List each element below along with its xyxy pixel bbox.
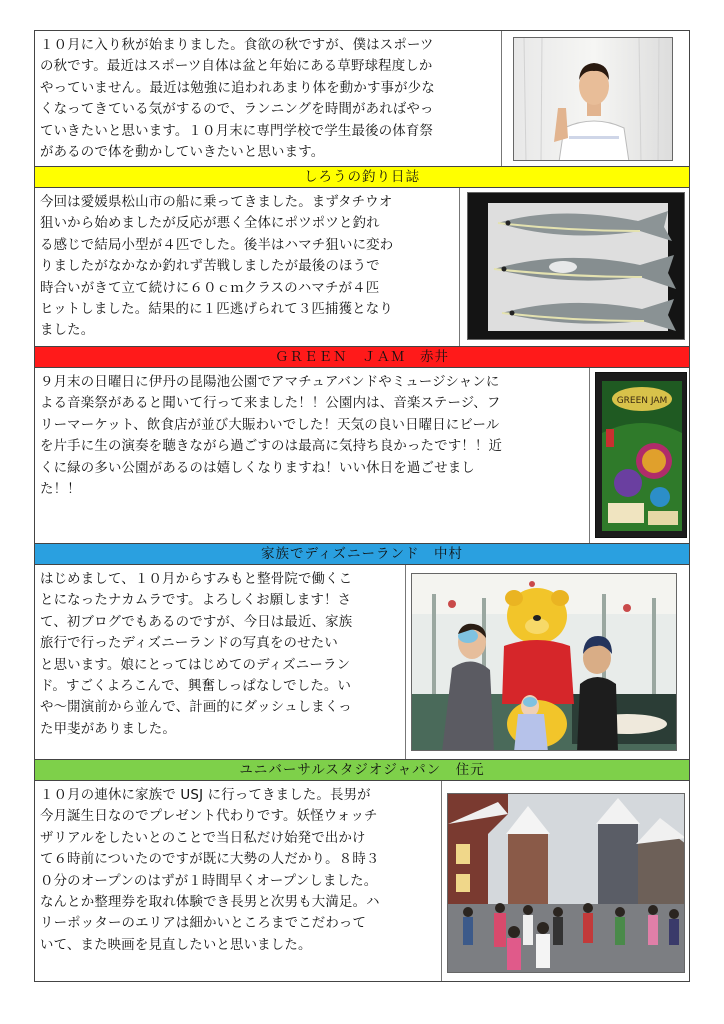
section-title-disney: 家族でディズニーランド 中村 [35, 543, 689, 565]
section-title-green-jam: ＧＲＥＥＮ ＪＡＭ 赤井 [35, 346, 689, 368]
usj-photo [447, 793, 685, 973]
section-title-fishing: しろうの釣り日誌 [35, 166, 689, 188]
section-disney [35, 565, 689, 759]
festival-poster [595, 372, 687, 538]
newsletter-page [34, 30, 690, 982]
disney-photo [411, 573, 677, 751]
poster-heading: GREEN JAM [616, 396, 668, 406]
section-body: はじめまして、１０月からすみもと整骨院で働くこ とになったナカムラです。よろしくお願します！さ て、初ブログでもあるのですが、今日は最近、家族 旅行で行ったディズニーランドの写真をのせたい と思います。娘にとってはじめてのディズニーラン ド。すごくよろこんで、興奮しっぱなしでした。い や～開演前から並んで、計画的にダッシュしまくっ た甲斐がありました。 [40, 572, 353, 737]
section-body: １０月の連休に家族で USJ に行ってきました。長男が 今月誕生日なのでプレゼント代わりです。妖怪ウォッチ ザリアルをしたいとのことで当日私だけ始発で出かけ て６時前についたのですが既に大勢の人だかり。８時３ ０分のオープンのはずが１時間早くオープンしました。 なんとか整理券を取れ体験でき長男と次男も大満足。ハ リーポッターのエリアは細かいところまでこだわって いて、また映画を見直したいと思いました。 [40, 788, 380, 953]
section-sports-autumn [35, 31, 689, 166]
column-divider [405, 565, 406, 759]
section-body: ９月末の日曜日に伊丹の昆陽池公園でアマチュアバンドやミュージシャンに よる音楽祭があると聞いて行って来ました！！公園内は、音楽ステージ、フ リーマーケット、飲食店が並び大賑わいでした！天気の良い日曜日にビール を片手に生の演奏を聴きながら過ごすのは最高に気持ち良かったです！！近 くに緑の多い公園があるのは嬉しくなりますね！いい休日を過ごせまし た！！ [40, 375, 503, 498]
fish-photo [467, 192, 685, 340]
staff-photo [513, 37, 673, 161]
column-divider [441, 781, 442, 981]
column-divider [501, 31, 502, 166]
section-fishing [35, 188, 689, 346]
section-body: 今回は愛媛県松山市の船に乗ってきました。まずタチウオ 狙いから始めましたが反応が悪く全体にポツポツと釣れ る感じで結局小型が４匹でした。後半はハマチ狙いに変わ りましたがなかなか釣れず苦戦しましたが最後のほうで 時合いがきて立て続けに６０ｃｍクラスのハマチが４匹 ヒットしました。結果的に１匹逃げられて３匹捕獲となり ました。 [40, 195, 394, 339]
column-divider [589, 368, 590, 543]
section-title-usj: ユニバーサルスタジオジャパン 住元 [35, 759, 689, 781]
section-usj [35, 781, 689, 981]
section-green-jam [35, 368, 689, 543]
section-body: １０月に入り秋が始まりました。食欲の秋ですが、僕はスポーツ の秋です。最近はスポーツ自体は盆と年始にある草野球程度しか やっていません。最近は勉強に追われあまり体を動かす事が少な くなってきている気がするので、ランニングを時間があればやっ ていきたいと思います。１０月末に専門学校で学生最後の体育祭 があるので体を動かしていきたいと思います。 [40, 38, 435, 161]
column-divider [459, 188, 460, 346]
